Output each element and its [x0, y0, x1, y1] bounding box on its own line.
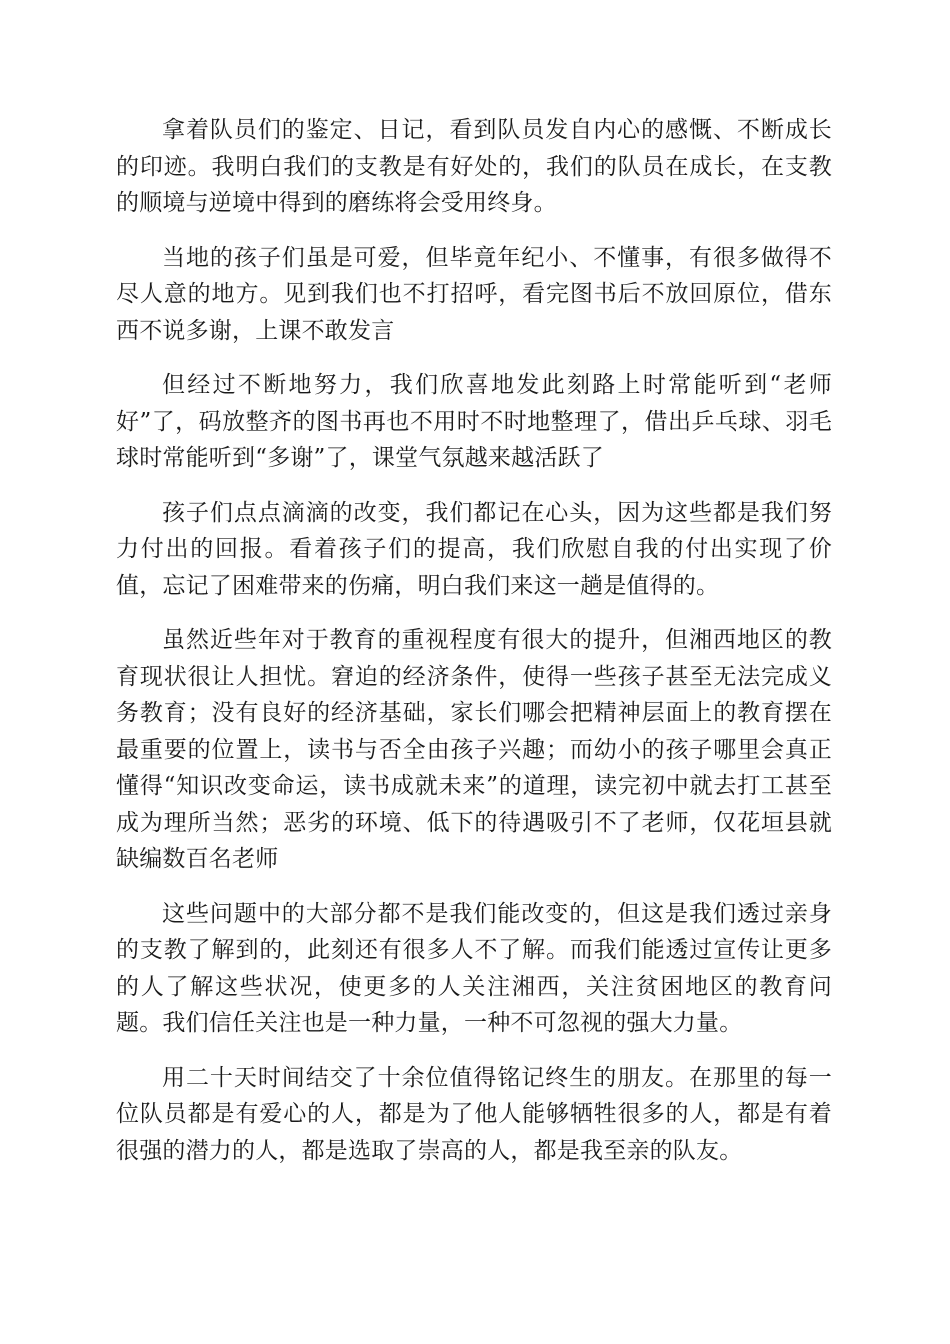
paragraph-1: 拿着队员们的鉴定、日记，看到队员发自内心的感慨、不断成长的印迹。我明白我们的支教是有好处的，我们的队员在成长，在支教的顺境与逆境中得到的磨练将会受用终身。 [116, 117, 832, 216]
document-page [116, 112, 832, 1187]
paragraph-2: 当地的孩子们虽是可爱，但毕竟年纪小、不懂事，有很多做得不尽人意的地方。见到我们也不打招呼，看完图书后不放回原位，借东西不说多谢，上课不敢发言 [116, 244, 832, 344]
paragraph-4: 孩子们点点滴滴的改变，我们都记在心头，因为这些都是我们努力付出的回报。看着孩子们的提高，我们欣慰自我的付出实现了价值，忘记了困难带来的伤痛，明白我们来这一趟是值得的。 [116, 499, 832, 599]
paragraph-6: 这些问题中的大部分都不是我们能改变的，但这是我们透过亲身的支教了解到的，此刻还有很多人不了解。而我们能透过宣传让更多的人了解这些状况，使更多的人关注湘西，关注贫困地区的教育问题。我们信任关注也是一种力量，一种不可忽视的强大力量。 [116, 900, 832, 1036]
paragraph-7: 用二十天时间结交了十余位值得铭记终生的朋友。在那里的每一位队员都是有爱心的人，都是为了他人能够牺牲很多的人，都是有着很强的潜力的人，都是选取了崇高的人，都是我至亲的队友。 [116, 1064, 832, 1164]
paragraph-3: 但经过不断地努力，我们欣喜地发此刻路上时常能听到“老师好”了，码放整齐的图书再也不用时不时地整理了，借出乒乓球、羽毛球时常能听到“多谢”了，课堂气氛越来越活跃了 [116, 372, 832, 471]
paragraph-5: 虽然近些年对于教育的重视程度有很大的提升，但湘西地区的教育现状很让人担忧。窘迫的经济条件，使得一些孩子甚至无法完成义务教育；没有良好的经济基础，家长们哪会把精神层面上的教育摆在最重要的位置上，读书与否全由孩子兴趣；而幼小的孩子哪里会真正懂得“知识改变命运，读书成就未来”的道理，读完初中就去打工甚至成为理所当然；恶劣的环境、低下的待遇吸引不了老师，仅花垣县就缺编数百名老师 [116, 627, 832, 872]
